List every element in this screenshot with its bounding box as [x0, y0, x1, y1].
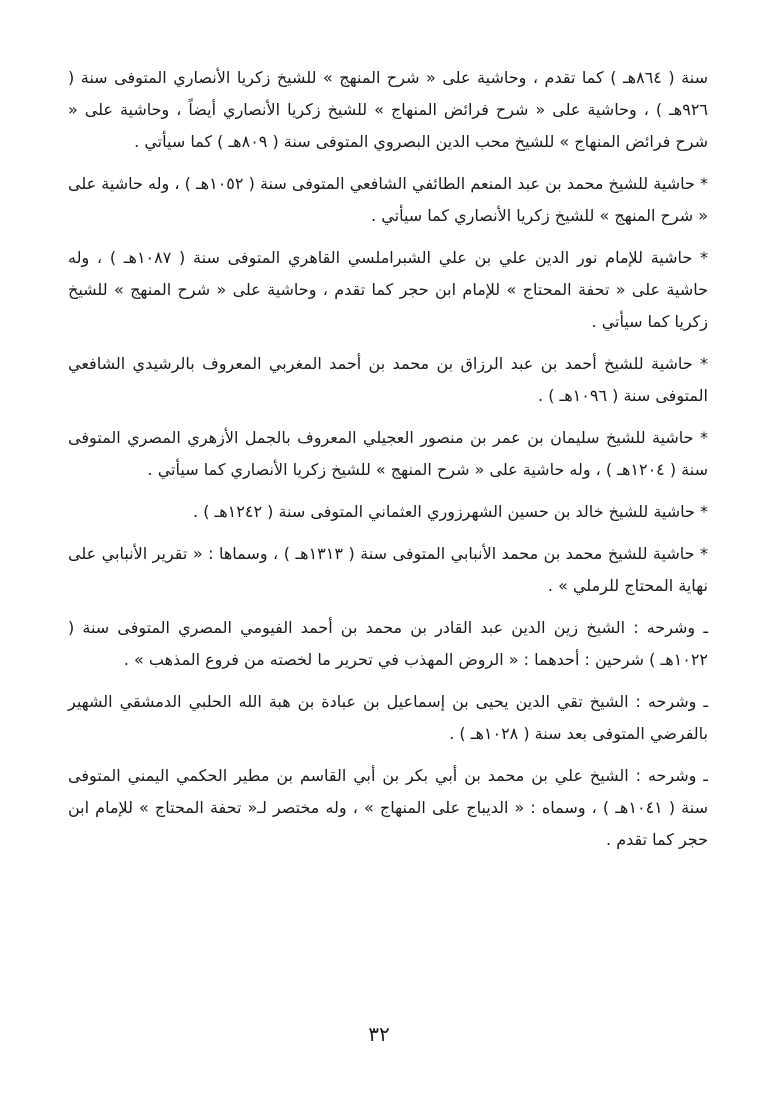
paragraph: * حاشية للشيخ محمد بن محمد الأنبابي المتوفى سنة ( ١٣١٣هـ ) ، وسماها : « تقرير الأنبابي على نهاية المحتاج للرملي » .: [68, 544, 708, 595]
paragraph: * حاشية للشيخ أحمد بن عبد الرزاق بن محمد بن أحمد المغربي المعروف بالرشيدي الشافعي المتوفى سنة ( ١٠٩٦هـ ) .: [68, 354, 708, 405]
paragraph: * حاشية للشيخ سليمان بن عمر بن منصور العجيلي المعروف بالجمل الأزهري المصري المتوفى سنة ( ١٢٠٤هـ ) ، وله حاشية على « شرح المنهج » للشيخ زكريا الأنصاري كما سيأتي .: [68, 428, 708, 479]
page-body: [68, 62, 708, 866]
paragraph: * حاشية للشيخ خالد بن حسين الشهرزوري العثماني المتوفى سنة ( ١٢٤٢هـ ) .: [193, 502, 708, 521]
paragraph: ـ وشرحه : الشيخ زين الدين عبد القادر بن محمد بن أحمد الفيومي المصري المتوفى سنة ( ١٠٢٢هـ ) شرحين : أحدهما : « الروض المهذب في تحرير ما لخصته من فروع المذهب » .: [68, 618, 708, 669]
paragraph: ـ وشرحه : الشيخ تقي الدين يحيى بن إسماعيل بن عبادة بن هبة الله الحلبي الدمشقي الشهير بالفرضي المتوفى بعد سنة ( ١٠٢٨هـ ) .: [68, 692, 708, 743]
paragraph: * حاشية للإمام نور الدين علي بن علي الشبراملسي القاهري المتوفى سنة ( ١٠٨٧هـ ) ، وله حاشية على « تحفة المحتاج » للإمام ابن حجر كما تقدم ، وحاشية على « شرح المنهج » للشيخ زكريا كما سيأتي .: [68, 248, 709, 331]
page-number: ٣٢: [368, 1022, 390, 1046]
paragraph: * حاشية للشيخ محمد بن عبد المنعم الطائفي الشافعي المتوفى سنة ( ١٠٥٢هـ ) ، وله حاشية على « شرح المنهج » للشيخ زكريا الأنصاري كما سيأتي .: [68, 174, 708, 225]
paragraph: سنة ( ٨٦٤هـ ) كما تقدم ، وحاشية على « شرح المنهج » للشيخ زكريا الأنصاري المتوفى سنة ( ٩٢٦هـ ) ، وحاشية على « شرح فرائض المنهاج » للشيخ زكريا الأنصاري أيضاً ، وحاشية على « شرح فرائض المنهاج » للشيخ محب الدين البصروي المتوفى سنة ( ٨٠٩هـ ) كما سيأتي .: [68, 68, 708, 151]
paragraph: ـ وشرحه : الشيخ علي بن محمد بن أبي بكر بن أبي القاسم بن مطير الحكمي اليمني المتوفى سنة ( ١٠٤١هـ ) ، وسماه : « الديباج على المنهاج » ، وله مختصر لـ« تحفة المحتاج » للإمام ابن حجر كما تقدم .: [68, 766, 708, 849]
